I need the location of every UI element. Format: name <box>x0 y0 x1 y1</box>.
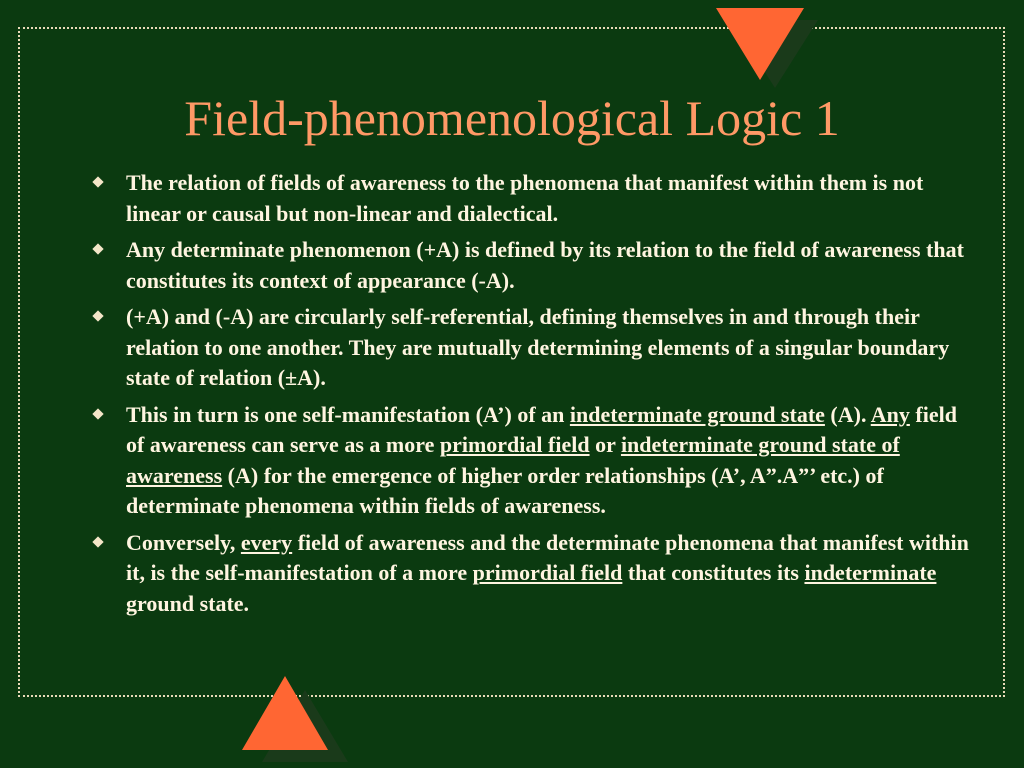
diamond-icon <box>92 536 103 547</box>
bullet-text: or <box>589 432 621 457</box>
underlined-term: indeterminate ground state <box>569 401 825 427</box>
bullet-text: (+A) and (-A) are circularly self-referential, defining themselves in and through their relation to one another. They are mutually determining elements of a singular boundary state of relation (±A). <box>126 304 950 390</box>
bullet-text: (A) for the emergence of higher order relationships (A’, A”.A”’ etc.) of determinate phenomena within fields of awareness. <box>126 462 884 518</box>
bullet-text: Any determinate phenomenon (+A) is defined by its relation to the field of awareness that constitutes its context of appearance (-A). <box>126 237 964 293</box>
bullet-text: (A). <box>824 401 871 427</box>
bullet-item <box>90 235 970 296</box>
diamond-icon <box>92 176 103 187</box>
underlined-term: indeterminate <box>804 560 937 585</box>
diamond-icon <box>92 310 103 321</box>
bullet-item <box>90 400 970 522</box>
bullet-text: that constitutes its <box>622 560 805 585</box>
bullet-text: Conversely, <box>126 529 241 555</box>
diamond-icon <box>92 243 103 254</box>
underlined-term: every <box>240 529 293 555</box>
bullet-list <box>90 168 970 625</box>
bullet-item <box>90 302 970 394</box>
underlined-term: indeterminate ground state of awareness <box>126 432 900 488</box>
bullet-text: The relation of fields of awareness to the phenomena that manifest within them is not linear or causal but non-linear and dialectical. <box>126 170 924 226</box>
underlined-term: primordial field <box>439 432 590 457</box>
bullet-text: field of awareness and the determinate phenomena that manifest within it, is the self-manifestation of a more <box>126 529 969 585</box>
slide-title: Field-phenomenological Logic 1 <box>184 90 840 146</box>
underlined-term: Any <box>870 401 910 427</box>
bullet-item <box>90 168 970 229</box>
diamond-icon <box>92 408 103 419</box>
bullet-text: ground state. <box>126 590 250 616</box>
bullet-item <box>90 528 970 620</box>
bullet-text: This in turn is one self-manifestation (A’) of an <box>126 401 570 427</box>
underlined-term: primordial field <box>472 560 623 585</box>
bullet-text: field of awareness can serve as a more <box>126 401 957 457</box>
